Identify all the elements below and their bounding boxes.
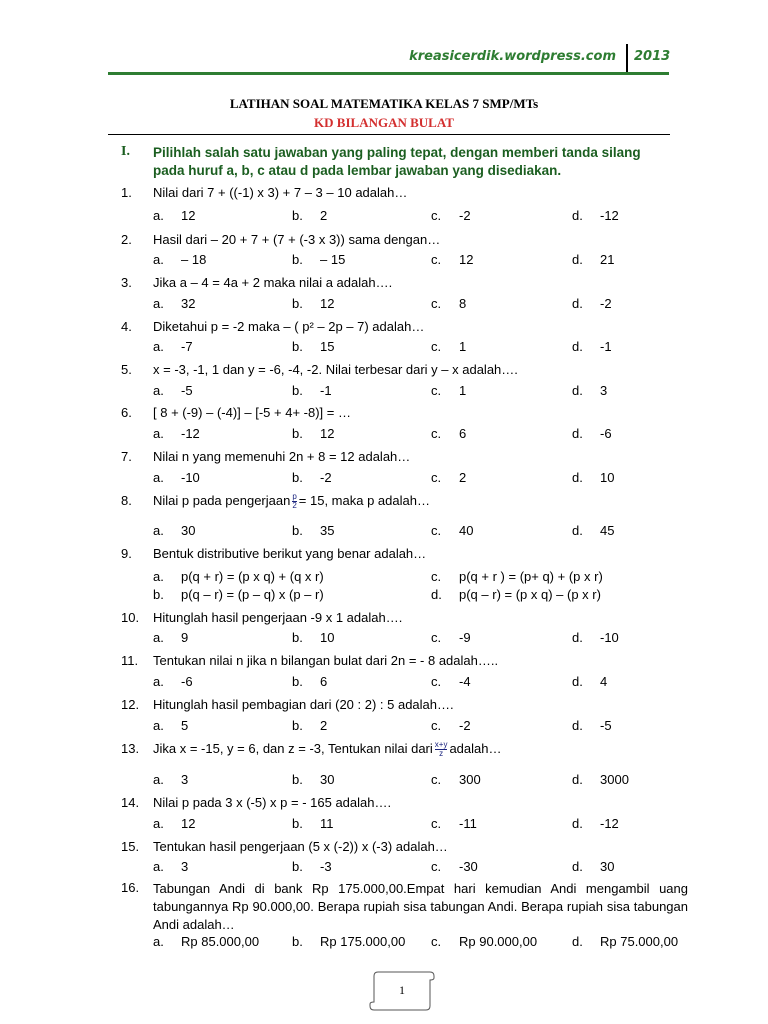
question-text: Jika a – 4 = 4a + 2 maka nilai a adalah…. xyxy=(153,275,393,290)
option-value: -6 xyxy=(600,426,612,441)
option-value: – 15 xyxy=(320,252,346,267)
option-letter: c. xyxy=(431,339,442,354)
question-number: 2. xyxy=(121,232,132,247)
option-value: 30 xyxy=(181,523,196,538)
question-text-part: = 15, maka p adalah… xyxy=(298,493,430,508)
question-number: 14. xyxy=(121,795,140,810)
question-number: 10. xyxy=(121,610,140,625)
option-letter: a. xyxy=(153,426,164,441)
option-letter: b. xyxy=(292,252,303,267)
fraction-denominator: 2 xyxy=(292,501,297,511)
question-text xyxy=(153,741,502,758)
question-text: [ 8 + (-9) – (-4)] – [-5 + 4+ -8)] = … xyxy=(153,405,351,420)
section-instruction: Pilihlah salah satu jawaban yang paling tepat, dengan memberi tanda silang pada huruf a, b, c atau d pada lembar jawaban yang disediakan. xyxy=(153,145,641,178)
option-letter: c. xyxy=(431,859,442,874)
option-value: -12 xyxy=(181,426,200,441)
option-value: 5 xyxy=(181,718,189,733)
question-number: 7. xyxy=(121,449,132,464)
question-row xyxy=(0,232,768,252)
question-text: Hasil dari – 20 + 7 + (7 + (-3 x 3)) sama dengan… xyxy=(153,232,441,247)
option-value: 32 xyxy=(181,296,196,311)
option-value: 6 xyxy=(459,426,467,441)
option-value: -5 xyxy=(600,718,612,733)
option-value: 3 xyxy=(181,772,189,787)
question-number: 1. xyxy=(121,185,132,200)
option-value: -1 xyxy=(320,383,332,398)
option-letter: a. xyxy=(153,816,164,831)
option-value: -2 xyxy=(459,208,471,223)
question-text-part: adalah… xyxy=(449,741,502,756)
option-value: 35 xyxy=(320,523,335,538)
option-value: -2 xyxy=(459,718,471,733)
option-value: 30 xyxy=(320,772,335,787)
option-letter: b. xyxy=(153,587,164,602)
option-value: -1 xyxy=(600,339,612,354)
question-number: 5. xyxy=(121,362,132,377)
option-value: -12 xyxy=(600,816,619,831)
option-letter: c. xyxy=(431,674,442,689)
question-text: Tentukan nilai n jika n bilangan bulat dari 2n = - 8 adalah….. xyxy=(153,653,499,668)
option-value: -2 xyxy=(600,296,612,311)
question-row xyxy=(0,610,768,630)
option-value: Rp 75.000,00 xyxy=(600,934,679,949)
option-value: 3 xyxy=(181,859,189,874)
option-letter: a. xyxy=(153,523,164,538)
option-letter: d. xyxy=(572,718,583,733)
question-number: 12. xyxy=(121,697,140,712)
option-value: 1 xyxy=(459,339,467,354)
question-number: 9. xyxy=(121,546,132,561)
option-letter: b. xyxy=(292,523,303,538)
option-letter: a. xyxy=(153,339,164,354)
option-letter: d. xyxy=(572,816,583,831)
option-letter: b. xyxy=(292,674,303,689)
fraction-numerator: x+y xyxy=(434,740,448,750)
option-value: 12 xyxy=(459,252,474,267)
option-value: Rp 85.000,00 xyxy=(181,934,260,949)
option-letter: b. xyxy=(292,470,303,485)
question-row xyxy=(0,741,768,761)
header-year: 2013 xyxy=(634,49,671,64)
option-value: p(q + r) = (p x q) + (q x r) xyxy=(181,569,324,584)
option-value: 21 xyxy=(600,252,615,267)
option-value: 40 xyxy=(459,523,474,538)
title-separator xyxy=(108,134,670,135)
option-letter: b. xyxy=(292,718,303,733)
question-text-part: Jika x = -15, y = 6, dan z = -3, Tentukan nilai dari xyxy=(153,741,433,756)
option-value: 2 xyxy=(320,208,328,223)
option-letter: c. xyxy=(431,569,442,584)
option-letter: a. xyxy=(153,470,164,485)
option-value: 12 xyxy=(181,208,196,223)
option-letter: b. xyxy=(292,426,303,441)
option-letter: c. xyxy=(431,816,442,831)
header-divider xyxy=(626,44,628,74)
option-value: 2 xyxy=(459,470,467,485)
option-value: 1 xyxy=(459,383,467,398)
page-title: LATIHAN SOAL MATEMATIKA KELAS 7 SMP/MTs xyxy=(229,96,539,111)
option-letter: b. xyxy=(292,630,303,645)
option-letter: b. xyxy=(292,772,303,787)
question-text: Nilai n yang memenuhi 2n + 8 = 12 adalah… xyxy=(153,449,411,464)
question-row xyxy=(0,362,768,382)
option-value: 10 xyxy=(600,470,615,485)
question-text: Hitunglah hasil pembagian dari (20 : 2) : 5 adalah…. xyxy=(153,697,454,712)
option-letter: d. xyxy=(572,630,583,645)
option-letter: b. xyxy=(292,859,303,874)
option-letter: c. xyxy=(431,383,442,398)
option-letter: c. xyxy=(431,630,442,645)
question-text: x = -3, -1, 1 dan y = -6, -4, -2. Nilai terbesar dari y – x adalah…. xyxy=(153,362,518,377)
page-subtitle: KD BILANGAN BULAT xyxy=(314,115,454,130)
option-value: 12 xyxy=(320,426,335,441)
option-value: 300 xyxy=(459,772,481,787)
question-row xyxy=(0,319,768,339)
option-letter: d. xyxy=(572,523,583,538)
option-letter: c. xyxy=(431,772,442,787)
option-value: -7 xyxy=(181,339,193,354)
option-value: p(q – r) = (p – q) x (p – r) xyxy=(181,587,324,602)
question-number: 6. xyxy=(121,405,132,420)
question-text: Diketahui p = -2 maka – ( p² – 2p – 7) adalah… xyxy=(153,319,425,334)
option-value: 2 xyxy=(320,718,328,733)
option-value: 3000 xyxy=(600,772,629,787)
question-row xyxy=(0,275,768,295)
option-value: 4 xyxy=(600,674,608,689)
option-letter: a. xyxy=(153,208,164,223)
question-text: Tabungan Andi di bank Rp 175.000,00.Empat hari kemudian Andi mengambil uang tabungannya Rp 90.000,00. Berapa rupiah sisa tabungan Andi. Berapa rupiah sisa tabungan Andi adalah… xyxy=(153,881,688,932)
option-letter: c. xyxy=(431,470,442,485)
question-number: 11. xyxy=(121,653,139,668)
option-value: 6 xyxy=(320,674,328,689)
option-value: -2 xyxy=(320,470,332,485)
question-text: Bentuk distributive berikut yang benar adalah… xyxy=(153,546,427,561)
question-row xyxy=(0,697,768,717)
option-letter: d. xyxy=(572,934,583,949)
option-value: 12 xyxy=(181,816,196,831)
option-letter: a. xyxy=(153,934,164,949)
option-letter: d. xyxy=(572,470,583,485)
option-letter: a. xyxy=(153,630,164,645)
option-letter: b. xyxy=(292,816,303,831)
option-value: 3 xyxy=(600,383,608,398)
question-row xyxy=(0,405,768,425)
section-number: I. xyxy=(121,144,130,159)
question-number: 13. xyxy=(121,741,140,756)
option-value: 30 xyxy=(600,859,615,874)
option-letter: b. xyxy=(292,208,303,223)
option-letter: b. xyxy=(292,339,303,354)
question-row xyxy=(0,839,768,859)
question-text xyxy=(153,493,430,510)
option-value: 15 xyxy=(320,339,335,354)
option-letter: c. xyxy=(431,252,442,267)
question-text-part: Nilai p pada pengerjaan xyxy=(153,493,291,508)
option-letter: c. xyxy=(431,296,442,311)
option-value: -4 xyxy=(459,674,471,689)
header-rule xyxy=(108,72,669,75)
option-value: Rp 175.000,00 xyxy=(320,934,406,949)
option-value: -11 xyxy=(459,816,477,831)
option-value: -5 xyxy=(181,383,193,398)
option-value: 11 xyxy=(320,816,334,831)
option-letter: d. xyxy=(572,426,583,441)
option-value: 9 xyxy=(181,630,189,645)
question-text: Hitunglah hasil pengerjaan -9 x 1 adalah…. xyxy=(153,610,403,625)
option-value: p(q + r ) = (p+ q) + (p x r) xyxy=(459,569,603,584)
option-letter: a. xyxy=(153,859,164,874)
option-value: -10 xyxy=(600,630,619,645)
question-text: Nilai p pada 3 x (-5) x p = - 165 adalah…. xyxy=(153,795,392,810)
fraction xyxy=(292,493,296,510)
option-value: p(q – r) = (p x q) – (p x r) xyxy=(459,587,601,602)
option-value: -6 xyxy=(181,674,193,689)
option-letter: d. xyxy=(431,587,442,602)
option-letter: a. xyxy=(153,718,164,733)
option-letter: d. xyxy=(572,674,583,689)
option-letter: a. xyxy=(153,772,164,787)
option-letter: d. xyxy=(572,383,583,398)
option-letter: d. xyxy=(572,772,583,787)
option-value: -10 xyxy=(181,470,200,485)
question-number: 15. xyxy=(121,839,140,854)
option-letter: c. xyxy=(431,523,442,538)
option-value: Rp 90.000,00 xyxy=(459,934,538,949)
option-value: -30 xyxy=(459,859,478,874)
header-site: kreasicerdik.wordpress.com xyxy=(409,49,616,64)
option-value: 45 xyxy=(600,523,615,538)
option-value: 12 xyxy=(320,296,335,311)
option-value: – 18 xyxy=(181,252,207,267)
option-letter: a. xyxy=(153,252,164,267)
fraction-numerator: p xyxy=(292,492,297,502)
question-text: Tentukan hasil pengerjaan (5 x (-2)) x (-3) adalah… xyxy=(153,839,448,854)
question-text: Nilai dari 7 + ((-1) x 3) + 7 – 3 – 10 adalah… xyxy=(153,185,408,200)
option-letter: b. xyxy=(292,383,303,398)
option-letter: d. xyxy=(572,252,583,267)
option-letter: a. xyxy=(153,569,164,584)
page-number: 1 xyxy=(399,983,405,997)
question-row xyxy=(0,546,768,566)
question-number: 3. xyxy=(121,275,132,290)
option-letter: c. xyxy=(431,208,442,223)
option-value: 10 xyxy=(320,630,335,645)
question-row xyxy=(0,653,768,673)
option-value: 8 xyxy=(459,296,467,311)
option-letter: a. xyxy=(153,674,164,689)
question-row xyxy=(0,795,768,815)
option-letter: d. xyxy=(572,859,583,874)
question-row xyxy=(0,185,768,205)
option-letter: c. xyxy=(431,934,442,949)
option-value: -3 xyxy=(320,859,332,874)
fraction-denominator: z xyxy=(435,749,448,758)
question-number: 4. xyxy=(121,319,132,334)
option-letter: c. xyxy=(431,718,442,733)
option-letter: c. xyxy=(431,426,442,441)
question-row xyxy=(0,493,768,513)
option-letter: a. xyxy=(153,296,164,311)
option-value: -12 xyxy=(600,208,619,223)
question-number: 16. xyxy=(121,880,140,895)
option-letter: b. xyxy=(292,296,303,311)
option-letter: d. xyxy=(572,208,583,223)
option-letter: d. xyxy=(572,339,583,354)
option-letter: b. xyxy=(292,934,303,949)
option-value: -9 xyxy=(459,630,471,645)
fraction xyxy=(435,741,448,758)
page-number-scroll xyxy=(368,970,436,1012)
question-number: 8. xyxy=(121,493,132,508)
option-letter: a. xyxy=(153,383,164,398)
question-row xyxy=(0,449,768,469)
option-letter: d. xyxy=(572,296,583,311)
